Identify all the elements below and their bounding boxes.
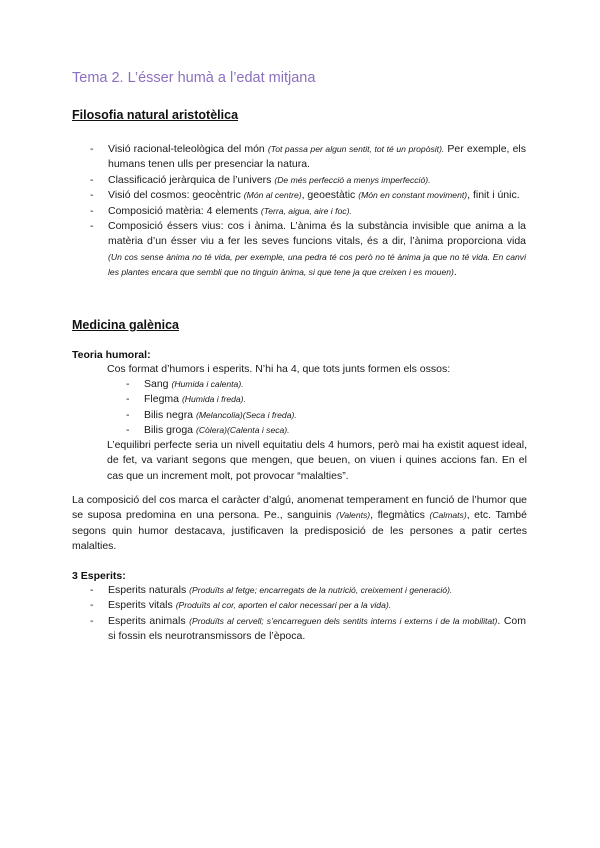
filosofia-list: [90, 142, 526, 281]
list-item: - Sang (Humida i calenta).: [126, 377, 526, 392]
list-item: - Esperits vitals (Produïts al cor, aporten el calor necessari per a la vida).: [90, 598, 526, 613]
esperits-list: [90, 583, 526, 645]
list-item: - Flegma (Humida i freda).: [126, 392, 526, 407]
document-title: Tema 2. L’ésser humà a l’edat mitjana: [72, 70, 316, 86]
section-heading-filosofia: Filosofia natural aristotèlica: [72, 108, 239, 122]
list-item: - Bilis negra (Melancolia)(Seca i freda).: [126, 408, 526, 423]
section-heading-medicina: Medicina galènica: [72, 318, 179, 332]
composicio-paragraph: La composició del cos marca el caràcter d’algú, anomenat temperament en funció de l’humor que se suposa predomina en una persona. Pe., sanguinis (Valents), flegmàtics (Calmats), etc. També segons quin humor destacava, justificaven la predisposició de les persones a patir certes malalties.: [72, 494, 527, 553]
list-item: - Visió racional-teleològica del món (Tot passa per algun sentit, tot té un propòsit). Per exemple, els humans tenen ulls per presenciar la natura.: [90, 142, 526, 173]
list-item: - Visió del cosmos: geocèntric (Món al centre), geoestàtic (Món en constant moviment), finit i únic.: [90, 188, 526, 203]
list-item: - Composició éssers vius: cos i ànima. L’ànima és la substància invisible que anima a la matèria d’un ésser viu a fer les seves funcions vitals, és a dir, l’ànima proporciona vida (Un cos sense ànima no té vida, per exemple, una pedra té cos però no té ànima ja que no té vida. En canvi les plantes encara que sembli que no tinguin ànima, si que tene ja que creixen i es mouen).: [90, 219, 526, 281]
list-item: - Classificació jeràrquica de l’univers (De més perfecció a menys imperfecció).: [90, 173, 526, 188]
list-item: - Composició matèria: 4 elements (Terra, aigua, aire i foc).: [90, 204, 526, 219]
humors-intro: Cos format d’humors i esperits. N’hi ha 4, que tots junts formen els ossos:: [107, 363, 451, 375]
list-item: - Esperits naturals (Produïts al fetge; encarregats de la nutrició, creixement i generació).: [90, 583, 526, 598]
humors-list: [126, 377, 526, 439]
list-item: - Bilis groga (Còlera)(Calenta i seca).: [126, 423, 526, 438]
subheading-teoria-humoral: Teoria humoral:: [72, 349, 151, 361]
list-item: - Esperits animals (Produïts al cervell; s’encarreguen dels sentits interns i externs i de la mobilitat). Com si fossin els neurotransmissors de l’època.: [90, 614, 526, 645]
equilibri-paragraph: L’equilibri perfecte seria un nivell equitatiu dels 4 humors, però mai ha existit aquest ideal, de fet, va variant segons que mengen, que beuen, on viuen i quines accions fan. En el cas que un increment molt, pot provocar “malalties”.: [107, 439, 527, 482]
subheading-esperits: 3 Esperits:: [72, 570, 126, 582]
